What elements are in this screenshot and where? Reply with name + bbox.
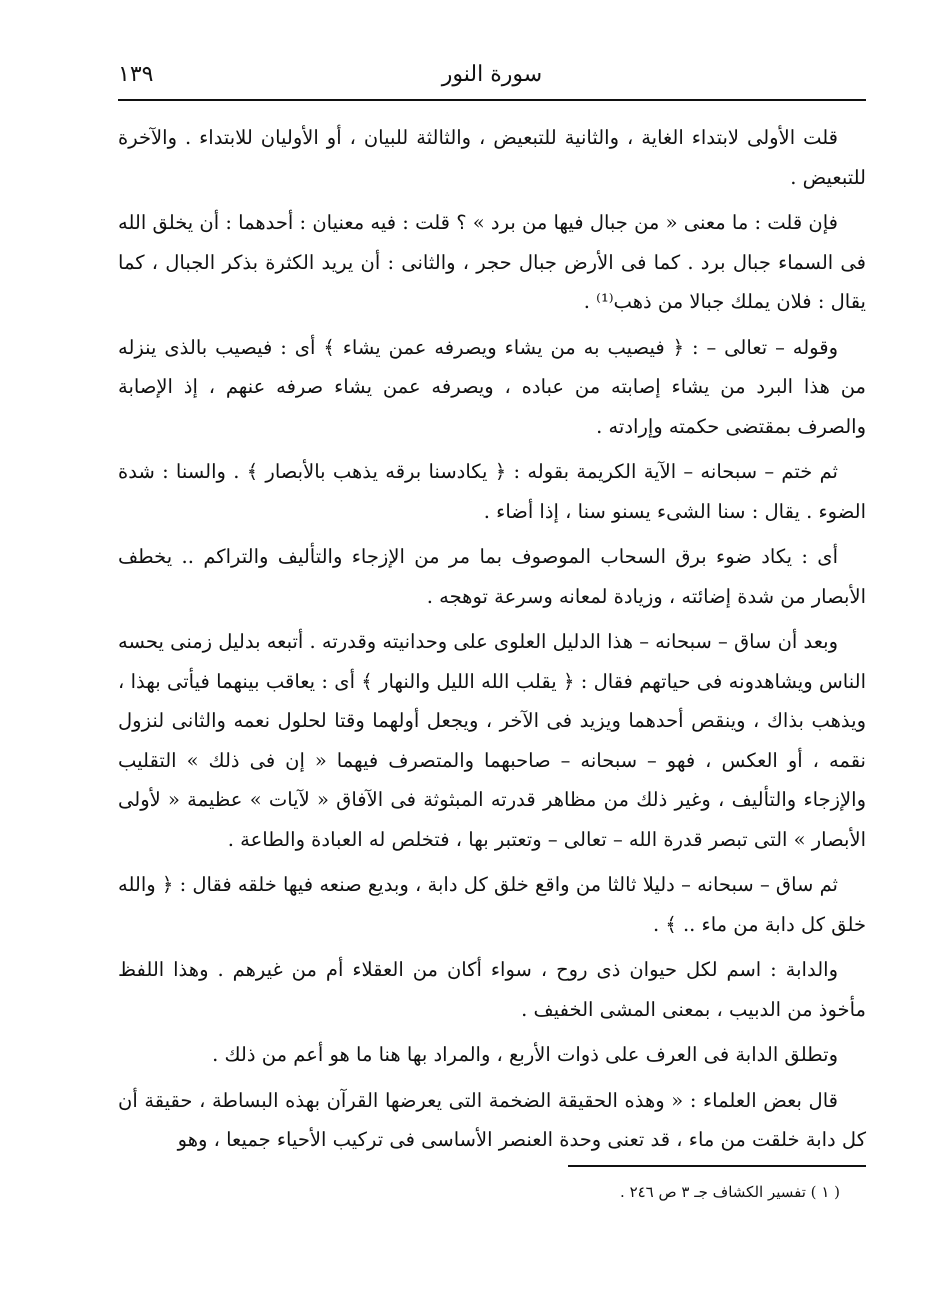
paragraph: قلت الأولى لابتداء الغاية ، والثانية للتبعيض ، والثالثة للبيان ، أو الأوليان للابتداء . والآخرة للتبعيض .: [118, 126, 866, 189]
footnote: ( ١ ) تفسير الكشاف جـ ٣ ص ٢٤٦ .: [620, 1183, 840, 1201]
paragraph: أى : يكاد ضوء برق السحاب الموصوف بما مر من الإزجاء والتأليف والتراكم .. يخطف الأبصار من شدة إضائته ، وزيادة لمعانه وسرعة توهجه .: [118, 545, 866, 608]
paragraph: والدابة : اسم لكل حيوان ذى روح ، سواء أكان من العقلاء أم من غيرهم . وهذا اللفظ مأخوذ من الدبيب ، بمعنى المشى الخفيف .: [118, 958, 866, 1021]
paragraph: وقوله – تعالى – : ﴿ فيصيب به من يشاء ويصرفه عمن يشاء ﴾ أى : فيصيب بالذى ينزله من هذا البرد من يشاء إصابته من عباده ، ويصرفه عمن يشاء صرفه عنهم ، إذ الإصابة والصرف بمقتضى حكمته وإرادته .: [118, 335, 866, 438]
footnote-rule: [568, 1165, 866, 1167]
paragraph: فإن قلت : ما معنى « من جبال فيها من برد » ؟ قلت : فيه معنيان : أحدهما : أن يخلق الله فى السماء جبال برد . كما فى الأرض جبال حجر ، والثانى : أن يريد الكثرة بذكر الجبال ، كما يقال : فلان يملك جبالا من ذهب⁽¹⁾ .: [118, 211, 867, 313]
paragraph: ثم ختم – سبحانه – الآية الكريمة بقوله : ﴿ يكادسنا برقه يذهب بالأبصار ﴾ . والسنا : شدة الضوء . يقال : سنا الشىء يسنو سنا ، إذا أضاء .: [118, 460, 866, 523]
paragraph: وبعد أن ساق – سبحانه – هذا الدليل العلوى على وحدانيته وقدرته . أتبعه بدليل زمنى يحسه الناس ويشاهدونه فى حياتهم فقال : ﴿ يقلب الله الليل والنهار ﴾ أى : يعاقب بينهما فيأتى بهذا ، ويذهب بذاك ، وينقص أحدهما ويزيد فى الآخر ، ويجعل أولهما وقتا لحلول نعمه والثانى لنزول نقمه ، أو العكس ، فهو – سبحانه – صاحبهما والمتصرف فيهما « إن فى ذلك » التقليب والإزجاء والتأليف ، وغير ذلك من مظاهر قدرته المبثوثة فى الآفاق « لآيات » عظيمة « لأولى الأبصار » التى تبصر قدرة الله – تعالى – وتعتبر بها ، فتخلص له العبادة والطاعة .: [118, 630, 866, 851]
page-header: [118, 56, 866, 96]
page-number: ١٣٩: [118, 62, 154, 87]
paragraph: قال بعض العلماء : « وهذه الحقيقة الضخمة التى يعرضها القرآن بهذه البساطة ، حقيقة أن كل دابة خلقت من ماء ، قد تعنى وحدة العنصر الأساسى فى تركيب الأحياء جميعا ، وهو: [118, 1088, 866, 1151]
header-rule: [118, 99, 866, 101]
body-text: [118, 118, 866, 1166]
paragraph: ثم ساق – سبحانه – دليلا ثالثا من واقع خلق كل دابة ، وبديع صنعه فيها خلقه فقال : ﴿ والله خلق كل دابة من ماء .. ﴾ .: [118, 873, 866, 936]
running-title: سورة النور: [441, 62, 543, 87]
paragraph: وتطلق الدابة فى العرف على ذوات الأربع ، والمراد بها هنا ما هو أعم من ذلك .: [212, 1043, 838, 1066]
